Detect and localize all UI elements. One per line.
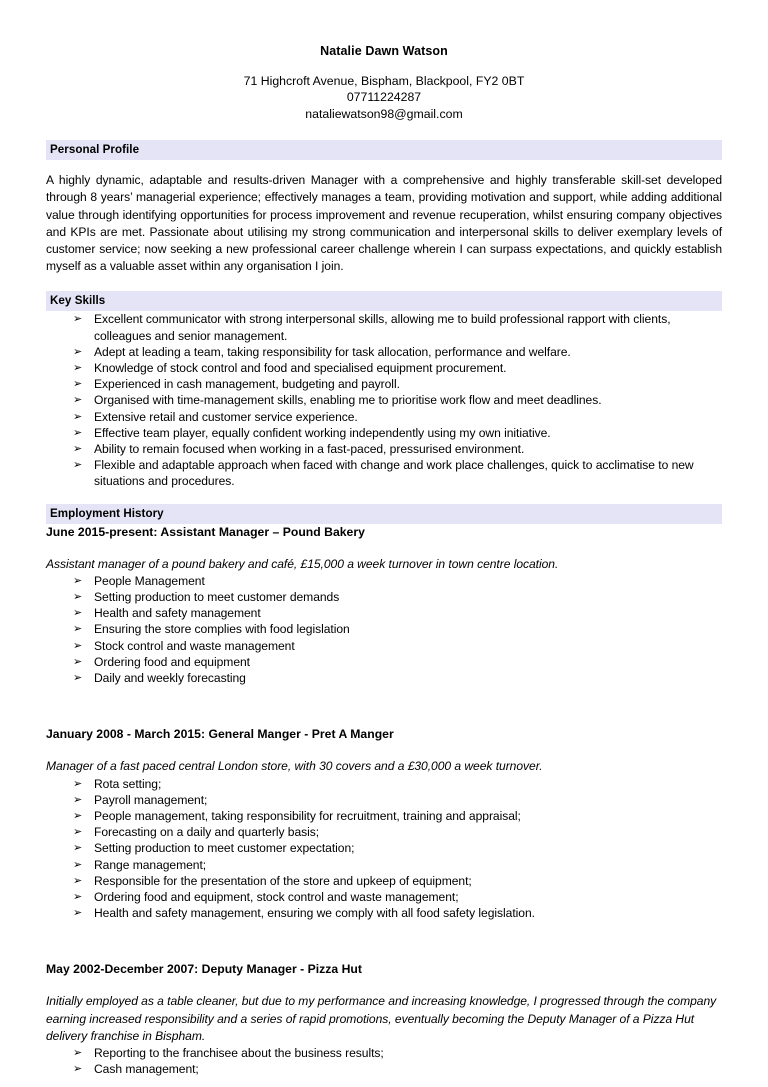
list-item xyxy=(46,621,722,637)
employment-job-title: June 2015-present: Assistant Manager – Pound Bakery xyxy=(46,524,365,539)
list-item-label: Flexible and adaptable approach when faced with change and work place challenges, quick to acclimatise to new situations and procedures. xyxy=(94,458,694,489)
list-item-label: Ensuring the store complies with food legislation xyxy=(94,622,350,637)
arrow-bullet-icon: ➢ xyxy=(73,623,83,636)
arrow-bullet-icon: ➢ xyxy=(73,655,83,668)
list-item-label: Knowledge of stock control and food and specialised equipment procurement. xyxy=(94,361,507,376)
list-item xyxy=(46,776,722,792)
list-item-label: Experienced in cash management, budgeting and payroll. xyxy=(94,377,400,392)
list-item-label: Effective team player, equally confident working independently using my own initiative. xyxy=(94,425,551,440)
arrow-bullet-icon: ➢ xyxy=(73,607,83,620)
list-item xyxy=(46,905,722,921)
arrow-bullet-icon: ➢ xyxy=(73,907,83,920)
list-item xyxy=(46,605,722,621)
employment-entry xyxy=(46,726,722,961)
employment-job-summary: Manager of a fast paced central London store, with 30 covers and a £30,000 a week turnover. xyxy=(46,759,543,774)
list-item xyxy=(46,311,722,343)
section-header-employment-history: Employment History xyxy=(46,504,722,524)
list-item-label: Range management; xyxy=(94,857,207,872)
personal-profile-body: A highly dynamic, adaptable and results-driven Manager with a comprehensive and highly transferable skill-set developed through 8 years’ managerial experience; effectively manages a team, providing motivation and support, while adding additional value through identifying opportunities for process improvement and revenue recuperation, whilst ensuring company objectives and KPIs are met. Passionate about utilising my strong communication and interpersonal skills to deliver exemplary levels of customer service; now seeking a new professional career challenge wherein I can surpass expectations, and quickly establish myself as a valuable asset within any organisation I join. xyxy=(46,173,722,274)
arrow-bullet-icon: ➢ xyxy=(73,459,83,472)
employment-job-title: May 2002-December 2007: Deputy Manager - Pizza Hut xyxy=(46,962,362,977)
arrow-bullet-icon: ➢ xyxy=(73,410,83,423)
list-item xyxy=(46,360,722,376)
list-item xyxy=(46,392,722,408)
list-item-label: Ordering food and equipment, stock control and waste management; xyxy=(94,889,459,904)
arrow-bullet-icon: ➢ xyxy=(73,426,83,439)
employment-duties-list xyxy=(46,573,722,686)
list-item xyxy=(46,889,722,905)
arrow-bullet-icon: ➢ xyxy=(73,672,83,685)
arrow-bullet-icon: ➢ xyxy=(73,443,83,456)
list-item-label: Extensive retail and customer service experience. xyxy=(94,409,358,424)
arrow-bullet-icon: ➢ xyxy=(73,890,83,903)
key-skills-list xyxy=(46,311,722,489)
list-item xyxy=(46,808,722,824)
list-item xyxy=(46,376,722,392)
list-item-label: Ability to remain focused when working in a fast-paced, pressurised environment. xyxy=(94,442,525,457)
arrow-bullet-icon: ➢ xyxy=(73,378,83,391)
arrow-bullet-icon: ➢ xyxy=(73,1046,83,1059)
list-item-label: Stock control and waste management xyxy=(94,638,295,653)
list-item-label: Payroll management; xyxy=(94,792,208,807)
employment-job-title: January 2008 - March 2015: General Manger - Pret A Manger xyxy=(46,727,394,742)
list-item-label: Setting production to meet customer demands xyxy=(94,590,340,605)
arrow-bullet-icon: ➢ xyxy=(73,394,83,407)
arrow-bullet-icon: ➢ xyxy=(73,345,83,358)
list-item-label: People Management xyxy=(94,573,205,588)
arrow-bullet-icon: ➢ xyxy=(73,826,83,839)
list-item-label: Ordering food and equipment xyxy=(94,654,250,669)
arrow-bullet-icon: ➢ xyxy=(73,639,83,652)
candidate-name: Natalie Dawn Watson xyxy=(320,44,448,58)
contact-phone: 07711224287 xyxy=(346,90,422,105)
list-item-label: Daily and weekly forecasting xyxy=(94,671,246,686)
list-item xyxy=(46,457,722,489)
list-item xyxy=(46,840,722,856)
list-item-label: Reporting to the franchisee about the business results; xyxy=(94,1045,384,1060)
list-item xyxy=(46,792,722,808)
arrow-bullet-icon: ➢ xyxy=(73,574,83,587)
list-item-label: People management, taking responsibility for recruitment, training and appraisal; xyxy=(94,808,521,823)
list-item-label: Responsible for the presentation of the store and upkeep of equipment; xyxy=(94,873,472,888)
list-item xyxy=(46,873,722,889)
arrow-bullet-icon: ➢ xyxy=(73,777,83,790)
arrow-bullet-icon: ➢ xyxy=(73,793,83,806)
arrow-bullet-icon: ➢ xyxy=(73,809,83,822)
employment-entry xyxy=(46,524,722,727)
arrow-bullet-icon: ➢ xyxy=(73,362,83,375)
list-item xyxy=(46,425,722,441)
arrow-bullet-icon: ➢ xyxy=(73,591,83,604)
list-item xyxy=(46,857,722,873)
list-item xyxy=(46,573,722,589)
list-item xyxy=(46,441,722,457)
contact-details xyxy=(46,73,722,122)
employment-job-summary: Initially employed as a table cleaner, but due to my performance and increasing knowledge, I progressed through the company earning increased responsibility and a series of rapid promotions, eventually becoming the Deputy Manager of a Pizza Hut delivery franchise in Bispham. xyxy=(46,994,717,1043)
employment-history-entries xyxy=(46,524,722,1078)
list-item-label: Cash management; xyxy=(94,1062,199,1077)
list-item xyxy=(46,670,722,686)
list-item xyxy=(46,638,722,654)
list-item-label: Excellent communicator with strong interpersonal skills, allowing me to build professional rapport with clients, colleagues and senior management. xyxy=(94,312,671,343)
contact-email: nataliewatson98@gmail.com xyxy=(305,106,463,121)
list-item-label: Adept at leading a team, taking responsibility for task allocation, performance and welfare. xyxy=(94,344,571,359)
arrow-bullet-icon: ➢ xyxy=(73,1063,83,1076)
list-item-label: Setting production to meet customer expectation; xyxy=(94,841,355,856)
list-item xyxy=(46,409,722,425)
list-item xyxy=(46,1045,722,1061)
employment-duties-list xyxy=(46,1045,722,1077)
arrow-bullet-icon: ➢ xyxy=(73,858,83,871)
section-header-key-skills: Key Skills xyxy=(46,291,722,311)
arrow-bullet-icon: ➢ xyxy=(73,313,83,326)
arrow-bullet-icon: ➢ xyxy=(73,842,83,855)
list-item-label: Health and safety management, ensuring we comply with all food safety legislation. xyxy=(94,906,535,921)
list-item-label: Organised with time-management skills, enabling me to prioritise work flow and meet deadlines. xyxy=(94,393,602,408)
contact-address: 71 Highcroft Avenue, Bispham, Blackpool, FY2 0BT xyxy=(243,74,525,88)
list-item-label: Rota setting; xyxy=(94,776,162,791)
list-item xyxy=(46,589,722,605)
arrow-bullet-icon: ➢ xyxy=(73,874,83,887)
section-header-personal-profile: Personal Profile xyxy=(46,140,722,160)
list-item-label: Health and safety management xyxy=(94,606,261,621)
list-item xyxy=(46,344,722,360)
list-item xyxy=(46,1061,722,1077)
employment-duties-list xyxy=(46,776,722,922)
list-item-label: Forecasting on a daily and quarterly basis; xyxy=(94,825,320,840)
list-item xyxy=(46,824,722,840)
employment-job-summary: Assistant manager of a pound bakery and café, £15,000 a week turnover in town centre location. xyxy=(46,556,559,571)
list-item xyxy=(46,654,722,670)
employment-entry xyxy=(46,961,722,1077)
